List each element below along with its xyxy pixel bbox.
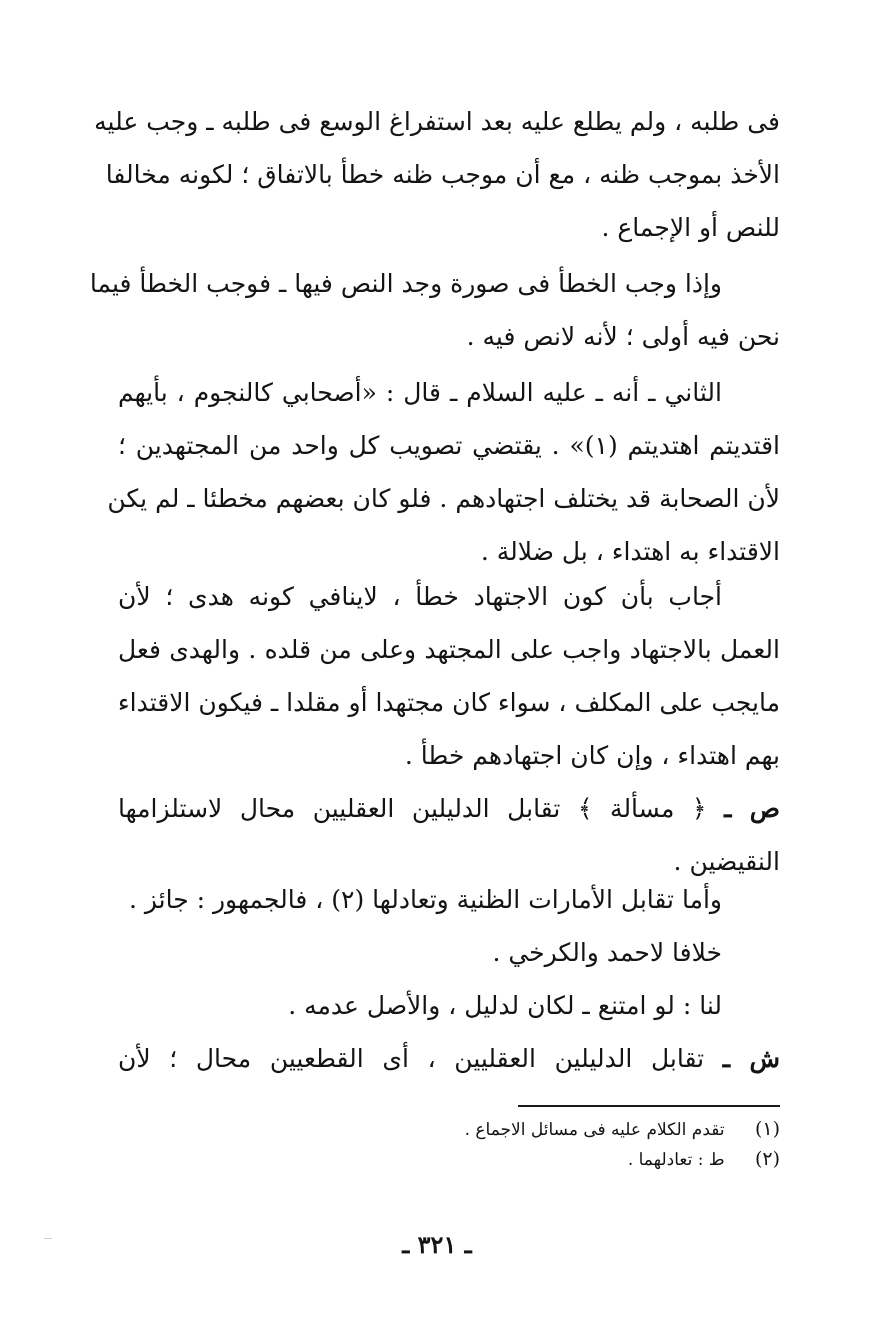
body-line: الأخذ بموجب ظنه ، مع أن موجب ظنه خطأ بالاتفاق ؛ لكونه مخالفا (105, 160, 780, 189)
body-line-text: ﴿ مسألة ﴾ تقابل الدليلين العقليين محال لاستلزامها (118, 794, 707, 823)
paragraph-3 (107, 366, 780, 578)
footnote-text: ط : تعادلهما . (627, 1150, 725, 1170)
shin-marker: ش ـ (722, 1044, 780, 1073)
body-line: النقيضين . (673, 847, 780, 876)
page-number: ـ ٣٢١ ـ (402, 1230, 472, 1259)
body-line: الاقتداء به اهتداء ، بل ضلالة . (480, 537, 780, 566)
body-line-text: تقابل الدليلين العقليين ، أى القطعيين محال ؛ لأن (118, 1044, 705, 1073)
body-line (118, 1032, 780, 1085)
footnote-1 (300, 1116, 780, 1142)
body-line: لنا : لو امتنع ـ لكان لدليل ، والأصل عدمه . (288, 991, 722, 1020)
footnote-rule (518, 1105, 780, 1107)
footnote-number: (١) (754, 1118, 780, 1140)
paragraph-5 (118, 873, 780, 1085)
paragraph-4 (118, 570, 780, 888)
body-line: اقتديتم اهتديتم (١)» . يقتضي تصويب كل واحد من المجتهدين ؛ (118, 431, 780, 460)
margin-mark (44, 1238, 52, 1239)
body-line: بهم اهتداء ، وإن كان اجتهادهم خطأ . (404, 741, 780, 770)
body-line: الثاني ـ أنه ـ عليه السلام ـ قال : «أصحابي كالنجوم ، بأيهم (118, 378, 722, 407)
body-line: خلافا لاحمد والكرخي . (492, 938, 722, 967)
footnote-number: (٢) (754, 1148, 780, 1170)
body-line: العمل بالاجتهاد واجب على المجتهد وعلى من قلده . والهدى فعل (118, 635, 780, 664)
body-line (118, 782, 780, 835)
body-line: وأما تقابل الأمارات الظنية وتعادلها (٢) ، فالجمهور : جائز . (128, 885, 722, 914)
body-line: أجاب بأن كون الاجتهاد خطأ ، لاينافي كونه هدى ؛ لأن (118, 582, 722, 611)
body-line: للنص أو الإجماع . (601, 213, 780, 242)
body-line: لأن الصحابة قد يختلف اجتهادهم . فلو كان بعضهم مخطئا ـ لم يكن (107, 484, 780, 513)
body-line: نحن فيه أولى ؛ لأنه لانص فيه . (466, 322, 780, 351)
footnote-2 (300, 1146, 780, 1172)
footnote-text: تقدم الكلام عليه فى مسائل الاجماع . (464, 1120, 725, 1140)
paragraph-1 (94, 95, 780, 254)
body-line: مايجب على المكلف ، سواء كان مجتهدا أو مقلدا ـ فيكون الاقتداء (117, 688, 780, 717)
sad-marker: ص ـ (724, 794, 780, 823)
body-line: وإذا وجب الخطأ فى صورة وجد النص فيها ـ فوجب الخطأ فيما (89, 269, 722, 298)
paragraph-2 (89, 257, 780, 363)
body-line: فى طلبه ، ولم يطلع عليه بعد استفراغ الوسع فى طلبه ـ وجب عليه (94, 107, 780, 136)
